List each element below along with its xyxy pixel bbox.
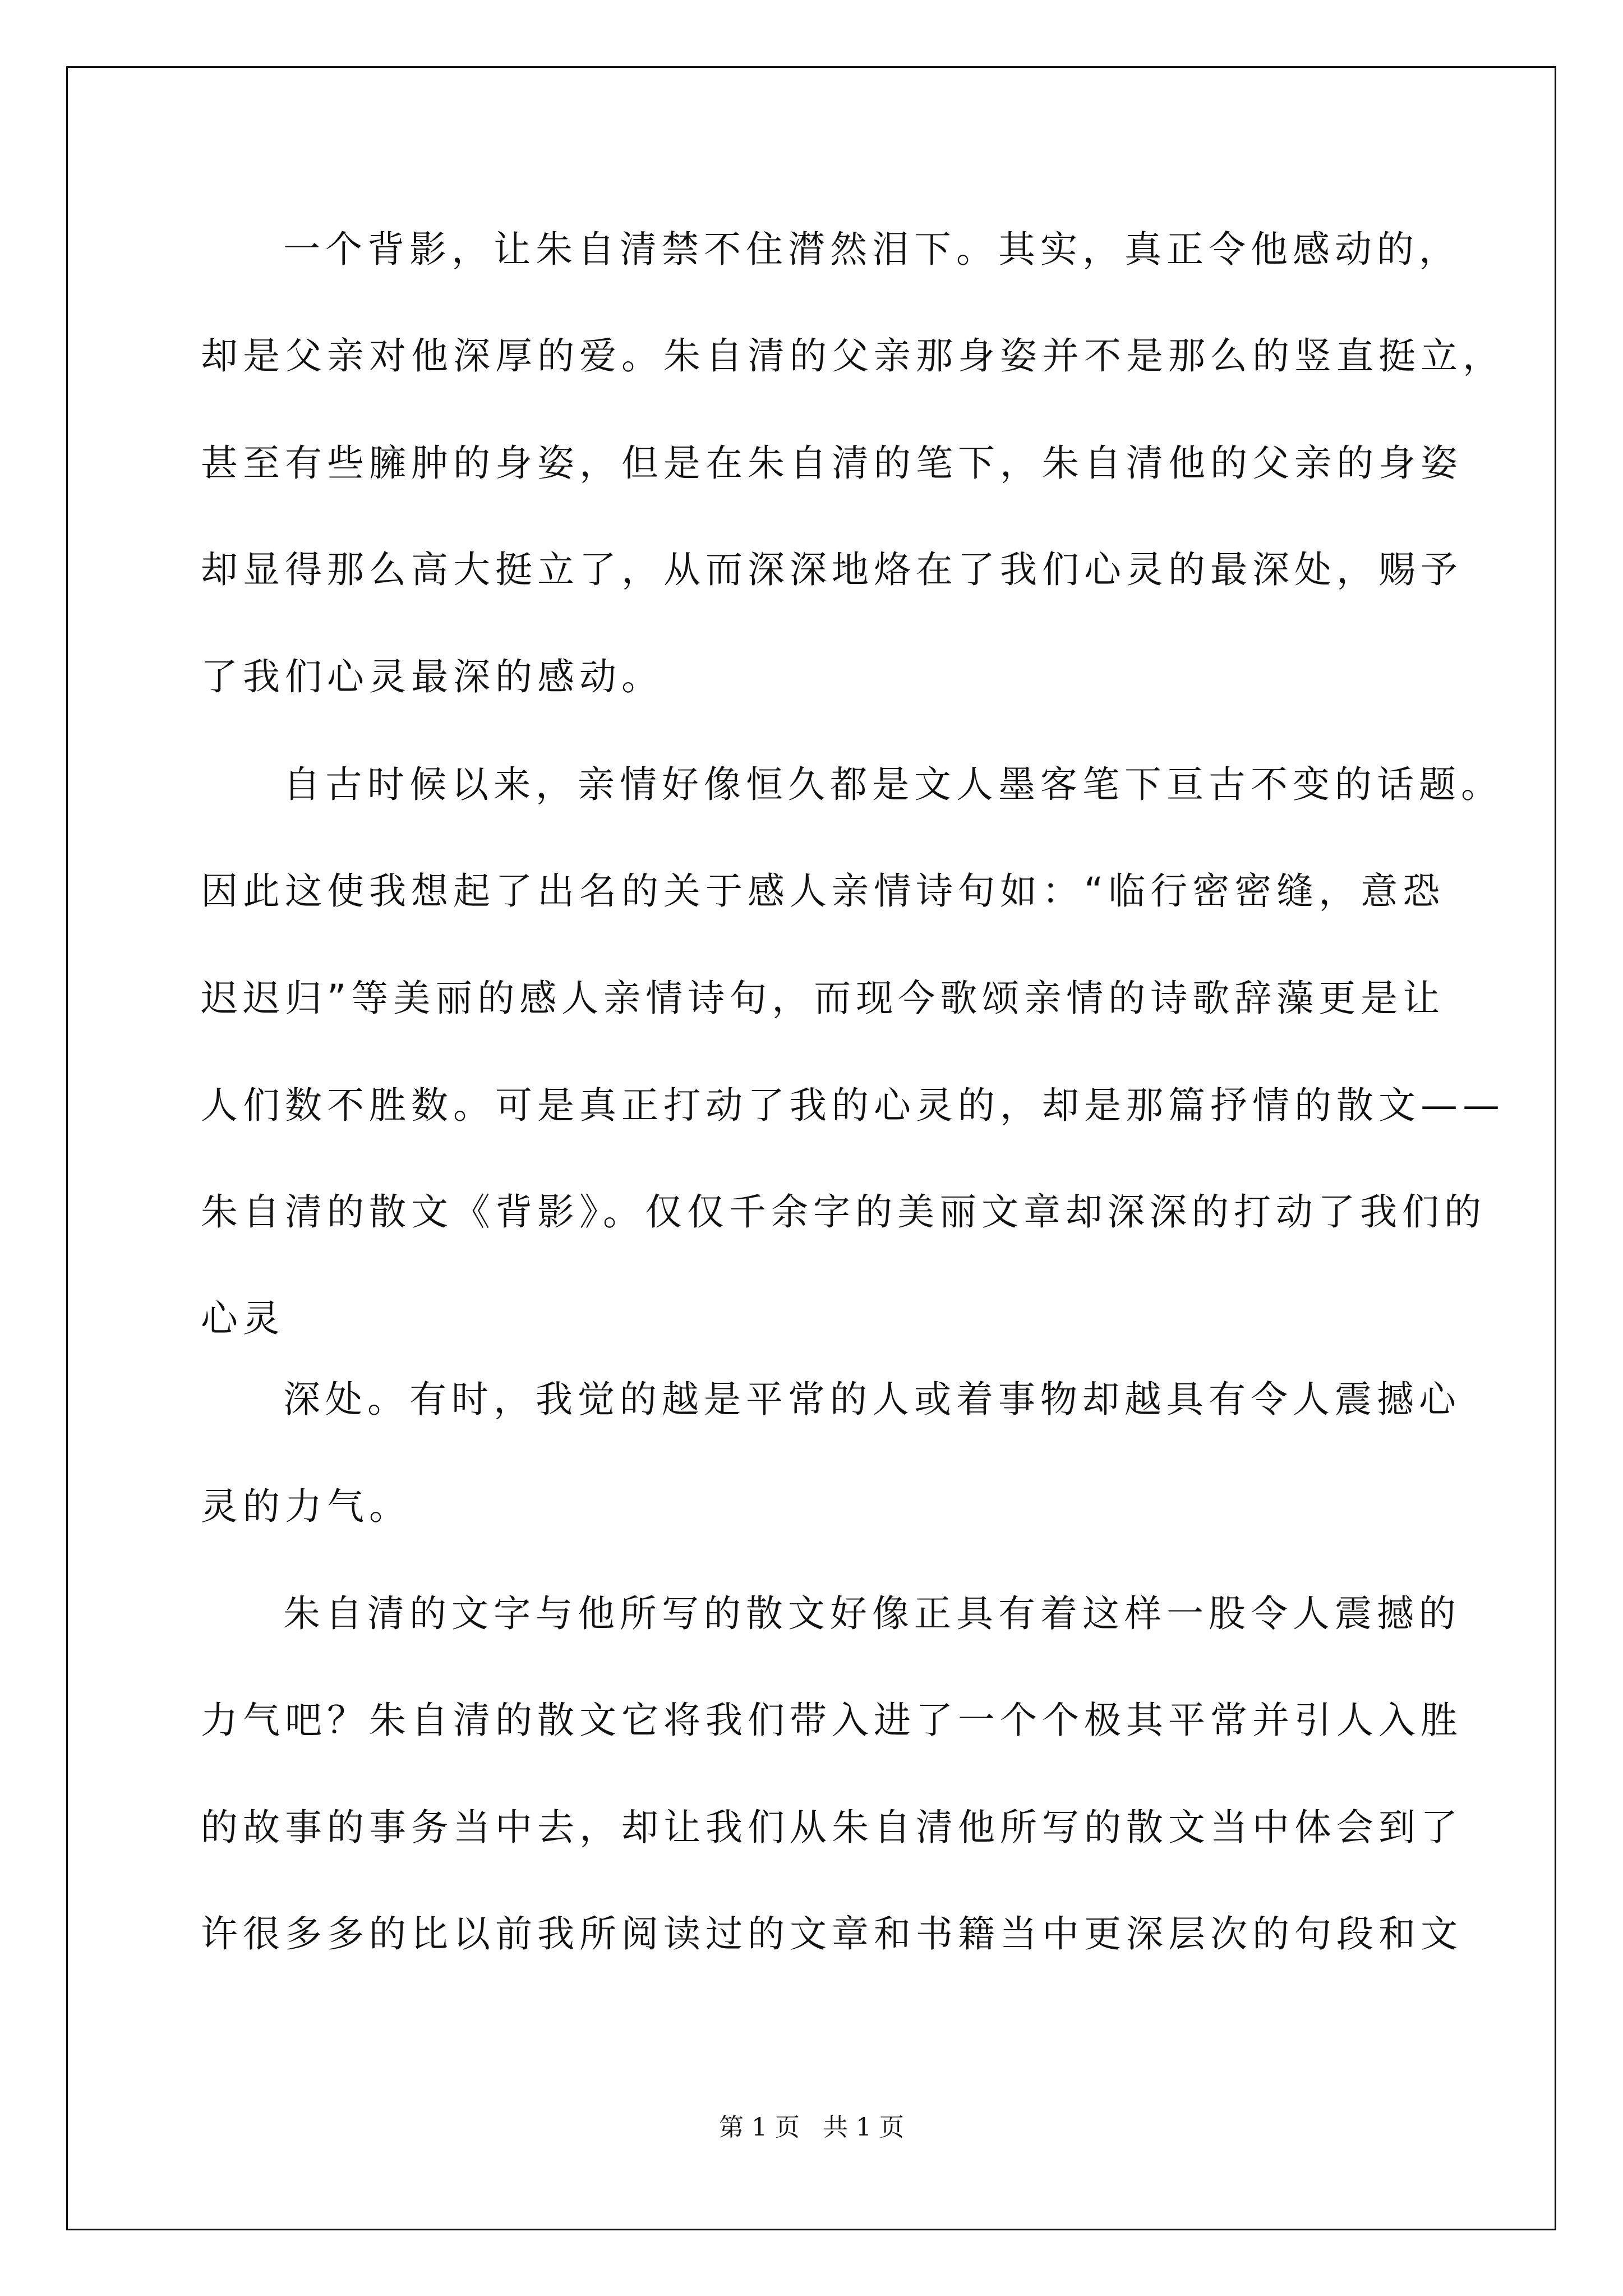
paragraph-1-line-3: 甚至有些臃肿的身姿，但是在朱自清的笔下，朱自清他的父亲的身姿	[201, 441, 1463, 485]
paragraph-2-line-4: 人们数不胜数。可是真正打动了我的心灵的，却是那篇抒情的散文——	[201, 1084, 1505, 1127]
paragraph-1-line-2: 却是父亲对他深厚的爱。朱自清的父亲那身姿并不是那么的竖直挺立，	[201, 334, 1505, 378]
paragraph-2-line-3: 迟迟归”等美丽的感人亲情诗句，而现今歌颂亲情的诗歌辞藻更是让	[201, 977, 1445, 1020]
paragraph-4-line-2: 力气吧？朱自清的散文它将我们带入进了一个个极其平常并引人入胜	[201, 1699, 1463, 1742]
paragraph-4-line-1: 朱自清的文字与他所写的散文好像正具有着这样一股令人震撼的	[283, 1592, 1461, 1635]
paragraph-1-line-5: 了我们心灵最深的感动。	[201, 655, 663, 698]
paragraph-4-line-3: 的故事的事务当中去，却让我们从朱自清他所写的散文当中体会到了	[201, 1806, 1463, 1849]
paragraph-2-line-1: 自古时候以来，亲情好像恒久都是文人墨客笔下亘古不变的话题。	[283, 763, 1503, 806]
page-border	[66, 66, 1556, 2230]
paragraph-2-line-5: 朱自清的散文《背影》。仅仅千余字的美丽文章却深深的打动了我们的	[201, 1190, 1486, 1234]
paragraph-2-line-2: 因此这使我想起了出名的关于感人亲情诗句如：“临行密密缝，意恐	[201, 869, 1445, 913]
paragraph-1-line-4: 却显得那么高大挺立了，从而深深地烙在了我们心灵的最深处，赐予	[201, 548, 1463, 591]
paragraph-3-line-2: 灵的力气。	[201, 1485, 411, 1528]
page-number-footer: 第 1 页 共 1 页	[719, 2113, 904, 2142]
paragraph-4-line-4: 许很多多的比以前我所阅读过的文章和书籍当中更深层次的句段和文	[201, 1912, 1463, 1955]
paragraph-3-line-1: 深处。有时，我觉的越是平常的人或着事物却越具有令人震撼心	[283, 1378, 1461, 1421]
paragraph-1-line-1: 一个背影，让朱自清禁不住潸然泪下。其实，真正令他感动的，	[283, 228, 1461, 271]
paragraph-2-line-6: 心灵	[201, 1297, 285, 1340]
